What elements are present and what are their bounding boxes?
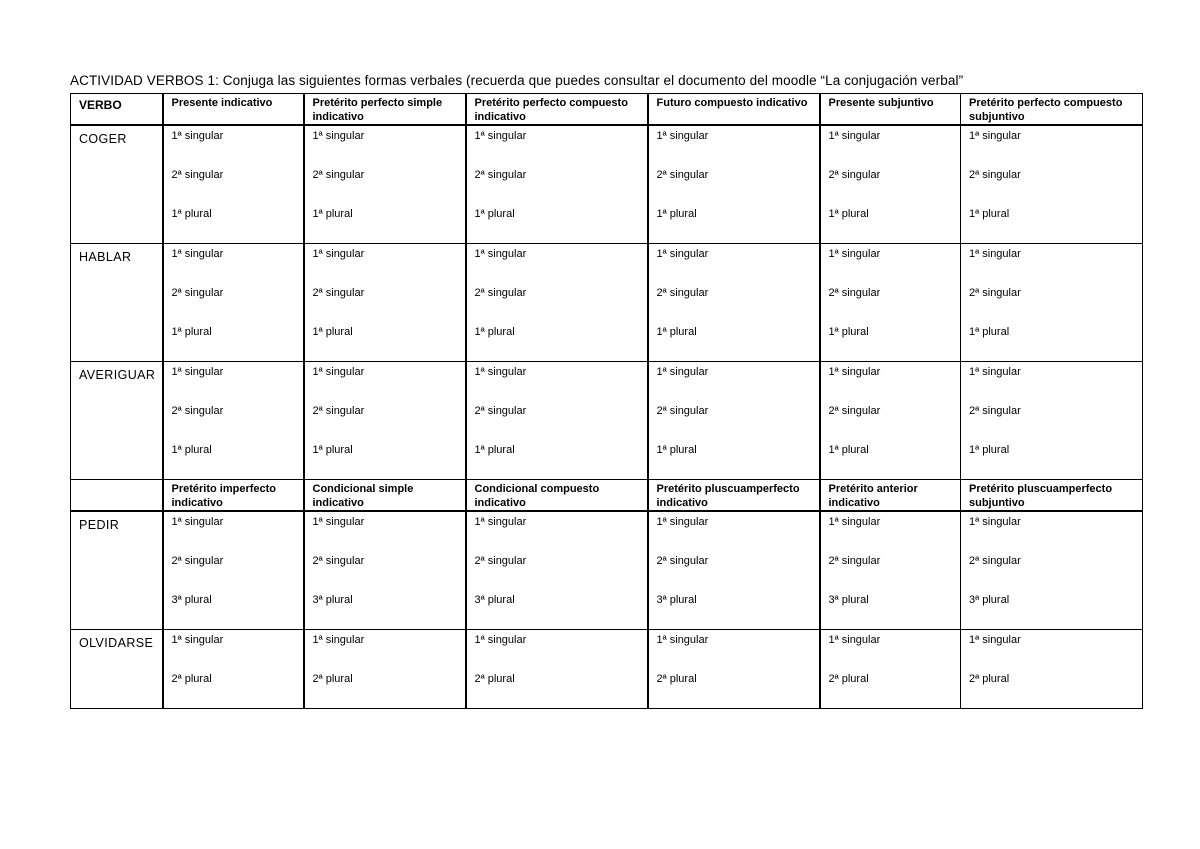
person-label: 1ª singular [969, 516, 1021, 528]
person-label: 1ª plural [474, 326, 515, 338]
person-label: 2ª plural [312, 673, 353, 685]
conjugation-cell[interactable] [961, 511, 1143, 630]
conjugation-cell[interactable] [961, 630, 1143, 709]
tense-header-row [71, 94, 1143, 126]
conjugation-cell[interactable] [820, 244, 961, 362]
person-label: 2ª singular [969, 555, 1021, 567]
person-label: 1ª plural [656, 444, 697, 456]
person-label: 1ª singular [171, 634, 224, 646]
person-label: 1ª singular [656, 130, 709, 142]
person-label: 1ª singular [828, 634, 881, 646]
person-label: 1ª singular [171, 366, 224, 378]
person-label: 1ª singular [474, 516, 527, 528]
verb-column-header: VERBO [71, 94, 163, 126]
tense-header: Pretérito imperfecto indicativo [163, 480, 304, 512]
conjugation-cell[interactable] [163, 630, 304, 709]
tense-header: Condicional simple indicativo [304, 480, 466, 512]
person-label: 1ª singular [828, 130, 881, 142]
person-label: 2ª singular [969, 405, 1021, 417]
person-label: 1ª singular [474, 130, 527, 142]
person-label: 1ª singular [171, 130, 224, 142]
person-label: 1ª singular [656, 366, 709, 378]
person-label: 1ª singular [969, 366, 1021, 378]
tense-header: Condicional compuesto indicativo [466, 480, 648, 512]
tense-header-row [71, 480, 1143, 512]
person-label: 2ª singular [312, 287, 365, 299]
conjugation-cell[interactable] [961, 244, 1143, 362]
tense-header: Pretérito anterior indicativo [820, 480, 961, 512]
person-label: 1ª plural [969, 208, 1010, 220]
person-label: 1ª singular [656, 516, 709, 528]
conjugation-cell[interactable] [648, 125, 820, 244]
tense-header: Presente indicativo [163, 94, 304, 126]
tense-header: Pretérito perfecto compuesto indicativo [466, 94, 648, 126]
tense-header: Pretérito pluscuamperfecto indicativo [648, 480, 820, 512]
conjugation-cell[interactable] [163, 125, 304, 244]
person-label: 1ª singular [828, 516, 881, 528]
person-label: 1ª plural [171, 326, 212, 338]
conjugation-cell[interactable] [466, 630, 648, 709]
person-label: 1ª plural [656, 326, 697, 338]
person-label: 2ª singular [828, 169, 881, 181]
person-label: 1ª plural [828, 326, 869, 338]
verb-name: COGER [71, 125, 163, 244]
person-label: 2ª singular [656, 287, 709, 299]
verb-row [71, 511, 1143, 630]
person-label: 3ª plural [828, 594, 869, 606]
person-label: 2ª singular [828, 555, 881, 567]
verb-row [71, 630, 1143, 709]
verb-name: PEDIR [71, 511, 163, 630]
person-label: 2ª singular [656, 405, 709, 417]
person-label: 1ª singular [312, 248, 365, 260]
conjugation-cell[interactable] [304, 362, 466, 480]
person-label: 1ª singular [969, 634, 1021, 646]
person-label: 2ª plural [969, 673, 1010, 685]
person-label: 2ª singular [171, 555, 224, 567]
person-label: 1ª singular [656, 248, 709, 260]
person-label: 1ª singular [312, 634, 365, 646]
verb-column-header [71, 480, 163, 512]
person-label: 1ª plural [312, 208, 353, 220]
person-label: 1ª plural [171, 444, 212, 456]
person-label: 1ª plural [969, 326, 1010, 338]
conjugation-cell[interactable] [304, 125, 466, 244]
person-label: 3ª plural [312, 594, 353, 606]
person-label: 1ª singular [656, 634, 709, 646]
conjugation-cell[interactable] [163, 511, 304, 630]
person-label: 2ª singular [656, 555, 709, 567]
conjugation-cell[interactable] [820, 362, 961, 480]
person-label: 2ª singular [171, 287, 224, 299]
person-label: 2ª singular [312, 405, 365, 417]
conjugation-cell[interactable] [304, 511, 466, 630]
person-label: 1ª singular [474, 366, 527, 378]
person-label: 2ª singular [474, 287, 527, 299]
person-label: 2ª singular [828, 405, 881, 417]
verb-row [71, 362, 1143, 480]
verb-name: OLVIDARSE [71, 630, 163, 709]
person-label: 2ª singular [171, 405, 224, 417]
person-label: 2ª singular [474, 405, 527, 417]
person-label: 1ª singular [312, 516, 365, 528]
tense-header: Futuro compuesto indicativo [648, 94, 820, 126]
person-label: 3ª plural [171, 594, 212, 606]
conjugation-cell[interactable] [820, 125, 961, 244]
person-label: 2ª plural [656, 673, 697, 685]
verb-row [71, 125, 1143, 244]
person-label: 1ª plural [828, 444, 869, 456]
conjugation-cell[interactable] [304, 630, 466, 709]
person-label: 1ª singular [171, 516, 224, 528]
tense-header: Pretérito perfecto compuesto subjuntivo [961, 94, 1143, 126]
person-label: 1ª singular [969, 248, 1021, 260]
conjugation-cell[interactable] [961, 125, 1143, 244]
person-label: 3ª plural [474, 594, 515, 606]
person-label: 2ª singular [828, 287, 881, 299]
conjugation-cell[interactable] [820, 630, 961, 709]
conjugation-cell[interactable] [648, 362, 820, 480]
person-label: 2ª singular [312, 555, 365, 567]
person-label: 2ª singular [171, 169, 224, 181]
person-label: 1ª singular [474, 248, 527, 260]
person-label: 1ª plural [969, 444, 1010, 456]
conjugation-cell[interactable] [648, 630, 820, 709]
person-label: 2ª singular [969, 287, 1021, 299]
conjugation-cell[interactable] [163, 362, 304, 480]
conjugation-cell[interactable] [466, 362, 648, 480]
person-label: 2ª singular [474, 555, 527, 567]
verb-name: AVERIGUAR [71, 362, 163, 480]
tense-header: Pretérito pluscuamperfecto subjuntivo [961, 480, 1143, 512]
tense-header: Presente subjuntivo [820, 94, 961, 126]
verb-row [71, 244, 1143, 362]
person-label: 1ª singular [312, 130, 365, 142]
conjugation-cell[interactable] [648, 511, 820, 630]
conjugation-cell[interactable] [466, 244, 648, 362]
person-label: 2ª singular [474, 169, 527, 181]
person-label: 1ª plural [828, 208, 869, 220]
person-label: 2ª singular [312, 169, 365, 181]
conjugation-cell[interactable] [961, 362, 1143, 480]
person-label: 2ª plural [828, 673, 869, 685]
person-label: 2ª singular [969, 169, 1021, 181]
person-label: 1ª plural [656, 208, 697, 220]
person-label: 1ª singular [474, 634, 527, 646]
person-label: 3ª plural [656, 594, 697, 606]
person-label: 2ª plural [474, 673, 515, 685]
person-label: 1ª singular [828, 366, 881, 378]
person-label: 1ª plural [312, 444, 353, 456]
person-label: 1ª plural [312, 326, 353, 338]
conjugation-cell[interactable] [820, 511, 961, 630]
conjugation-cell[interactable] [466, 125, 648, 244]
conjugation-cell[interactable] [648, 244, 820, 362]
person-label: 2ª singular [656, 169, 709, 181]
person-label: 1ª singular [171, 248, 224, 260]
conjugation-cell[interactable] [304, 244, 466, 362]
conjugation-cell[interactable] [163, 244, 304, 362]
person-label: 1ª singular [312, 366, 365, 378]
verb-name: HABLAR [71, 244, 163, 362]
person-label: 1ª plural [474, 444, 515, 456]
person-label: 1ª singular [828, 248, 881, 260]
conjugation-cell[interactable] [466, 511, 648, 630]
page-title: ACTIVIDAD VERBOS 1: Conjuga las siguientes formas verbales (recuerda que puedes consultar el documento del moodle “La conjugación verbal” [70, 73, 964, 88]
conjugation-table [70, 93, 1143, 709]
person-label: 1ª singular [969, 130, 1021, 142]
person-label: 1ª plural [474, 208, 515, 220]
tense-header: Pretérito perfecto simple indicativo [304, 94, 466, 126]
person-label: 2ª plural [171, 673, 212, 685]
person-label: 1ª plural [171, 208, 212, 220]
person-label: 3ª plural [969, 594, 1010, 606]
